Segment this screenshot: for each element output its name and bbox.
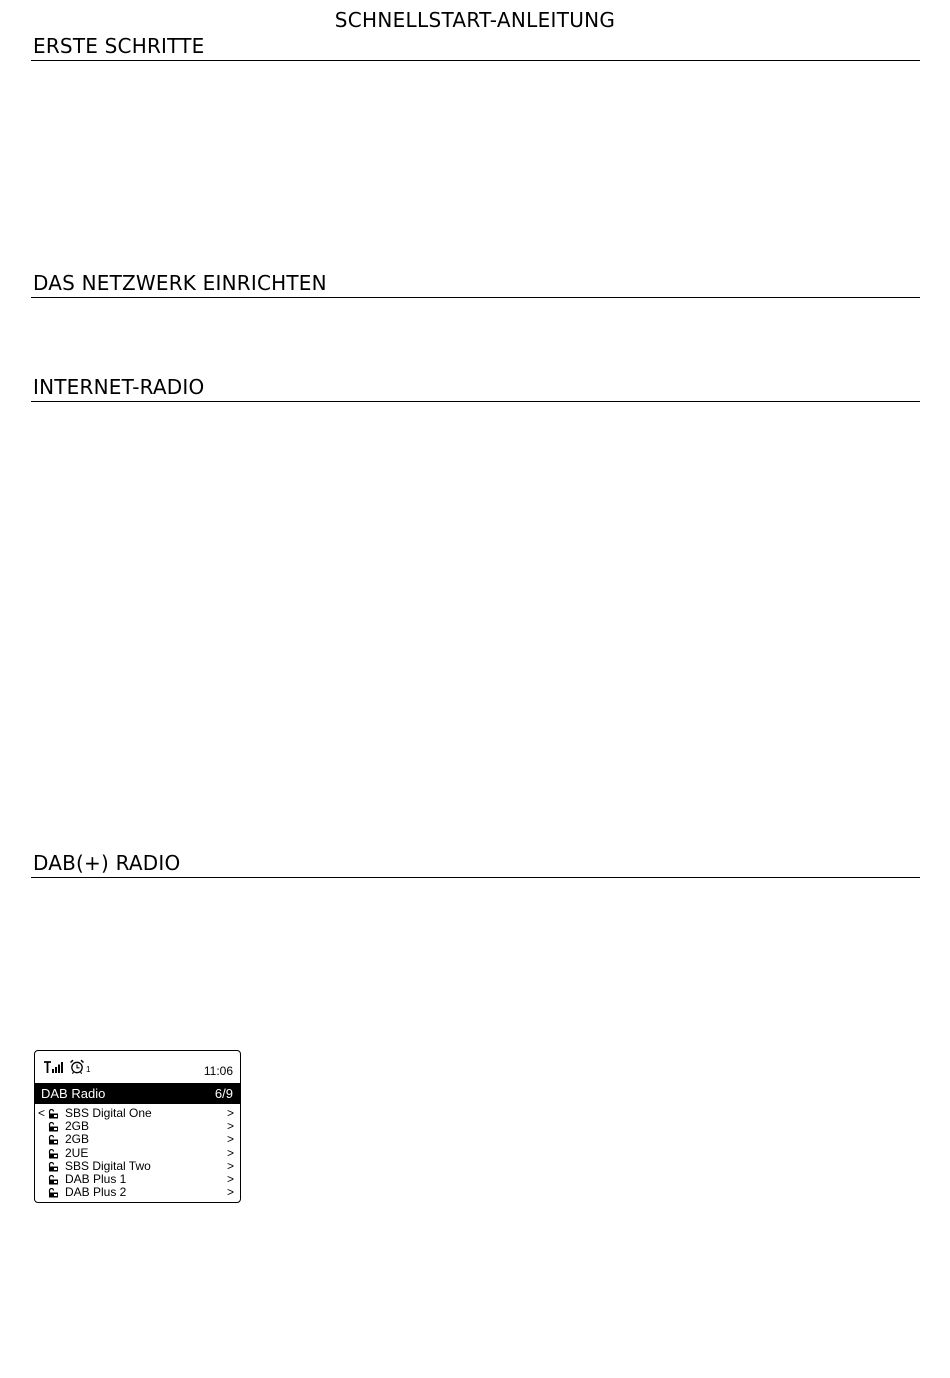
station-name: DAB Plus 2	[65, 1185, 127, 1200]
station-list	[35, 1107, 240, 1199]
radio-display-illustration	[34, 1050, 241, 1203]
section-heading: DAS NETZWERK EINRICHTEN	[33, 271, 327, 295]
section-dab-radio	[31, 851, 920, 878]
lock-icon	[48, 1162, 59, 1172]
clock-time: 11:06	[203, 1064, 233, 1078]
forward-arrow: >	[226, 1158, 234, 1173]
list-item[interactable]	[35, 1160, 240, 1173]
document-title: SCHNELLSTART-ANLEITUNG	[334, 8, 616, 32]
forward-arrow: >	[226, 1145, 234, 1160]
alarm-number: 1	[86, 1065, 91, 1074]
status-bar	[35, 1051, 240, 1081]
section-internet-radio	[31, 375, 920, 402]
station-name: 2GB	[65, 1132, 90, 1147]
signal-strength-icon	[44, 1061, 64, 1073]
forward-arrow: >	[226, 1171, 234, 1186]
station-name: 2UE	[65, 1145, 89, 1160]
list-item[interactable]	[35, 1133, 240, 1146]
lock-icon	[48, 1122, 59, 1132]
screen-title: DAB Radio	[41, 1086, 106, 1101]
lock-icon	[48, 1109, 59, 1119]
section-heading: DAB(+) RADIO	[33, 851, 181, 875]
section-heading: INTERNET-RADIO	[33, 375, 205, 399]
section-heading: ERSTE SCHRITTE	[33, 34, 205, 58]
lock-icon	[48, 1149, 59, 1159]
list-item[interactable]	[35, 1147, 240, 1160]
section-network-setup	[31, 271, 920, 298]
forward-arrow: >	[226, 1119, 234, 1134]
list-item[interactable]	[35, 1186, 240, 1199]
station-name: SBS Digital Two	[65, 1158, 151, 1173]
forward-arrow: >	[226, 1106, 234, 1120]
lock-icon	[48, 1188, 59, 1198]
page-indicator: 6/9	[214, 1086, 233, 1101]
forward-arrow: >	[226, 1185, 234, 1200]
forward-arrow: >	[226, 1132, 234, 1147]
station-name: SBS Digital One	[65, 1106, 152, 1120]
alarm-clock-icon	[69, 1059, 85, 1074]
section-getting-started	[31, 34, 920, 61]
screen-title-bar	[35, 1083, 240, 1104]
lock-icon	[48, 1135, 59, 1145]
back-arrow[interactable]: <	[38, 1106, 46, 1120]
station-name: DAB Plus 1	[65, 1171, 127, 1186]
lock-icon	[48, 1175, 59, 1185]
station-name: 2GB	[65, 1119, 90, 1134]
